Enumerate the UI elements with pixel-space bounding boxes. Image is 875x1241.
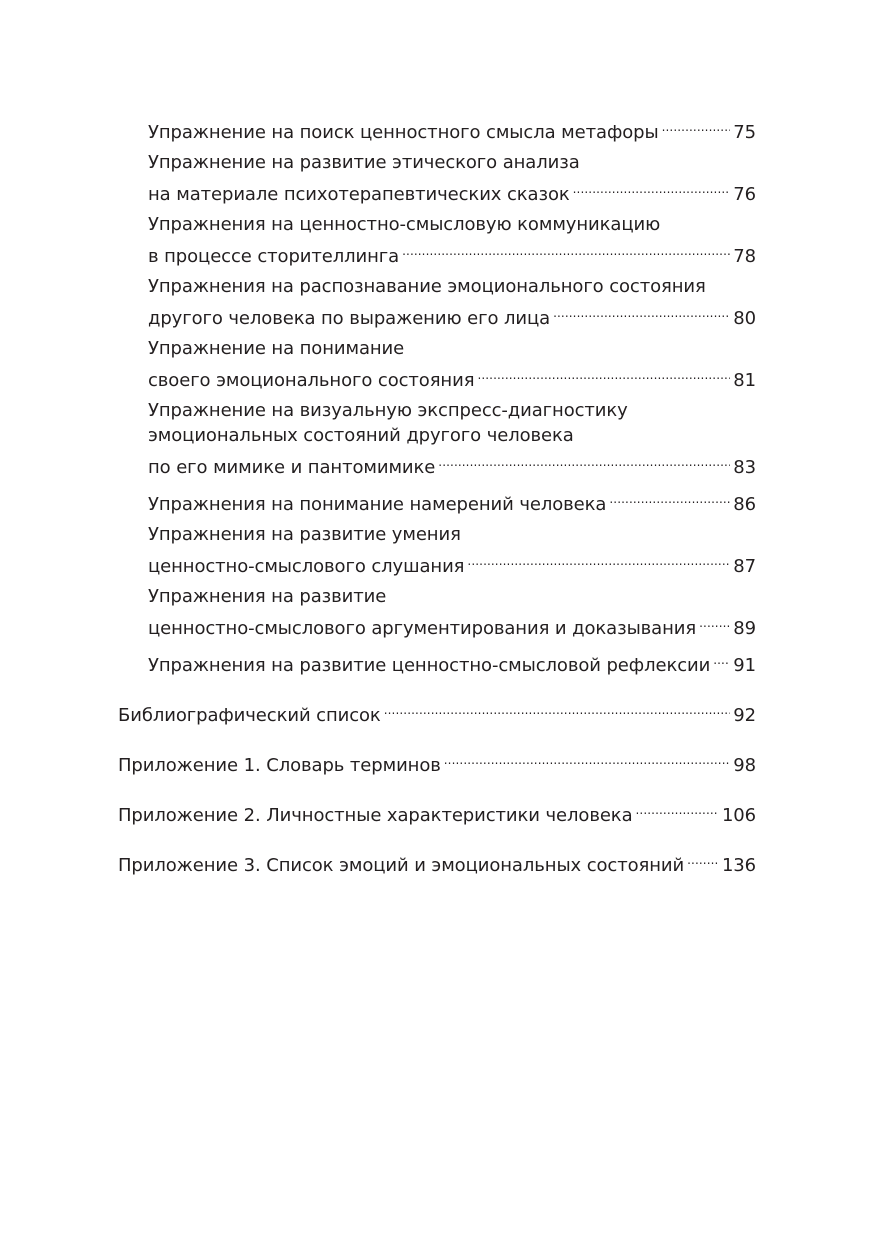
toc-page-number: 76: [733, 184, 756, 205]
toc-entry-text: Упражнения на развитие: [148, 586, 387, 607]
toc-entry-last-line: [148, 361, 756, 391]
toc-entry[interactable]: [148, 113, 756, 143]
dot-leader: [699, 609, 730, 634]
toc-page-number: 86: [733, 494, 756, 515]
toc-entry-last-line: [118, 746, 756, 776]
dot-leader: [713, 646, 730, 671]
toc-entry-text: Упражнение на визуальную экспресс-диагностику: [148, 400, 628, 421]
dot-leader: [438, 448, 730, 473]
toc-entry-text: по его мимике и пантомимике: [148, 457, 436, 478]
toc-entry-text: эмоциональных состояний другого человека: [148, 425, 574, 446]
toc-entry-last-line: [118, 796, 756, 826]
dot-leader: [553, 299, 730, 324]
toc-entry-text: своего эмоционального состояния: [148, 370, 475, 391]
toc-entry-text: Приложение 2. Личностные характеристики человека: [118, 805, 633, 826]
toc-page-number: 89: [733, 618, 756, 639]
toc-entry[interactable]: [118, 746, 756, 776]
toc-entry-last-line: [118, 696, 756, 726]
toc-page-number: 78: [733, 246, 756, 267]
toc-entry-text: ценностно-смыслового аргументирования и доказывания: [148, 618, 697, 639]
toc-page-number: 106: [721, 805, 756, 826]
toc-entry-text: на материале психотерапевтических сказок: [148, 184, 570, 205]
toc-entry[interactable]: [148, 212, 756, 267]
toc-entry[interactable]: [148, 522, 756, 577]
toc-page-number: 80: [733, 308, 756, 329]
dot-leader: [477, 361, 730, 386]
toc-entry[interactable]: [118, 696, 756, 726]
toc-entry-text: Упражнения на развитие умения: [148, 524, 461, 545]
toc-entry-text: Приложение 3. Список эмоций и эмоциональных состояний: [118, 855, 685, 876]
dot-leader: [384, 696, 731, 721]
toc-entry[interactable]: [118, 796, 756, 826]
toc-page-number: 92: [733, 705, 756, 726]
toc-entry-text: Упражнение на понимание: [148, 338, 405, 359]
dot-leader: [467, 547, 730, 572]
toc-entry[interactable]: [148, 150, 756, 205]
dot-leader: [609, 485, 730, 510]
toc-entry-text: Упражнение на поиск ценностного смысла метафоры: [148, 122, 659, 143]
dot-leader: [687, 846, 719, 871]
toc-entry-text: Упражнение на развитие этического анализа: [148, 152, 580, 173]
toc-page-number: 91: [733, 655, 756, 676]
dot-leader: [636, 796, 719, 821]
toc-entry[interactable]: [118, 846, 756, 876]
toc-entry-last-line: [148, 299, 756, 329]
toc-page-number: 75: [733, 122, 756, 143]
toc-entry-last-line: [148, 237, 756, 267]
toc-entry-text: Упражнения на ценностно-смысловую коммуникацию: [148, 214, 661, 235]
toc-entry-last-line: [148, 485, 756, 515]
toc-page-number: 81: [733, 370, 756, 391]
toc-entry[interactable]: [148, 398, 756, 478]
toc-entry[interactable]: [148, 336, 756, 391]
table-of-contents: [118, 113, 756, 1213]
toc-entry-last-line: [148, 448, 756, 478]
toc-page-number: 98: [733, 755, 756, 776]
dot-leader: [444, 746, 731, 771]
toc-entry-last-line: [118, 846, 756, 876]
toc-entry-text: другого человека по выражению его лица: [148, 308, 551, 329]
toc-entry-last-line: [148, 547, 756, 577]
toc-entry-last-line: [148, 646, 756, 676]
toc-entry-text: Упражнения на развитие ценностно-смысловой рефлексии: [148, 655, 711, 676]
toc-entry-text: Упражнения на распознавание эмоционального состояния: [148, 276, 706, 297]
toc-entry-text: в процессе сторителлинга: [148, 246, 400, 267]
toc-entry-text: ценностно-смыслового слушания: [148, 556, 465, 577]
dot-leader: [573, 175, 731, 200]
toc-entry[interactable]: [148, 274, 756, 329]
toc-entry-text: Библиографический список: [118, 705, 381, 726]
dot-leader: [402, 237, 730, 262]
toc-page-number: 136: [721, 855, 756, 876]
toc-entry-last-line: [148, 175, 756, 205]
toc-page-number: 87: [733, 556, 756, 577]
dot-leader: [662, 113, 731, 138]
toc-entry[interactable]: [148, 646, 756, 676]
toc-page-number: 83: [733, 457, 756, 478]
toc-entry-last-line: [148, 113, 756, 143]
toc-entry[interactable]: [148, 485, 756, 515]
toc-entry-text: Приложение 1. Словарь терминов: [118, 755, 441, 776]
toc-entry-last-line: [148, 609, 756, 639]
toc-entry[interactable]: [148, 584, 756, 639]
toc-entry-text: Упражнения на понимание намерений человека: [148, 494, 607, 515]
